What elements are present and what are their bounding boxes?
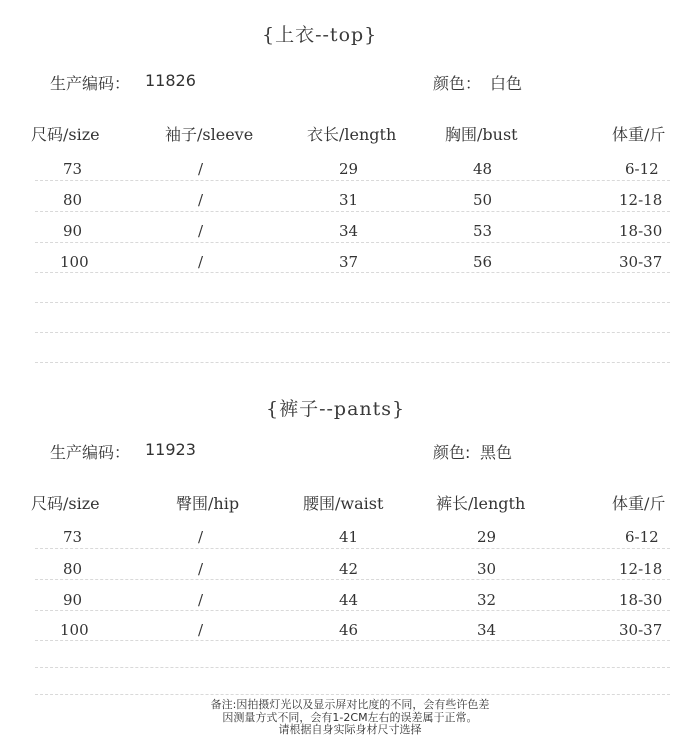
table-cell: 50 (473, 191, 493, 209)
top-header-size: 尺码/size (31, 125, 100, 144)
pants-color-value: 黑色 (480, 443, 513, 462)
pants-header-length: 裤长/length (436, 494, 526, 513)
row-divider (35, 640, 670, 641)
table-cell: 6-12 (625, 160, 659, 178)
table-cell: / (198, 560, 204, 578)
table-cell: 46 (339, 621, 359, 639)
table-cell: 30-37 (619, 621, 663, 639)
table-cell: 32 (477, 591, 497, 609)
pants-header-waist: 腰围/waist (303, 494, 384, 513)
table-cell: 90 (63, 591, 83, 609)
table-cell: / (198, 528, 204, 546)
table-cell: 48 (473, 160, 493, 178)
table-cell: 56 (473, 253, 493, 271)
pants-section-title: {裤子--pants} (266, 398, 406, 420)
top-section-title: {上衣--top} (262, 24, 378, 46)
table-cell: 29 (339, 160, 359, 178)
table-cell: 44 (339, 591, 359, 609)
top-header-bust: 胸围/bust (445, 125, 518, 144)
pants-header-size: 尺码/size (31, 494, 100, 513)
top-color-value: 白色 (490, 74, 523, 93)
table-cell: 12-18 (619, 191, 663, 209)
top-color-label: 颜色： (433, 74, 482, 93)
table-cell: 100 (60, 253, 89, 271)
table-cell: 6-12 (625, 528, 659, 546)
top-header-sleeve: 袖子/sleeve (165, 125, 254, 144)
table-cell: / (198, 191, 204, 209)
row-divider (35, 694, 670, 695)
table-cell: 41 (339, 528, 359, 546)
table-cell: 100 (60, 621, 89, 639)
table-cell: / (198, 621, 204, 639)
row-divider (35, 302, 670, 303)
table-cell: 30-37 (619, 253, 663, 271)
footnote-line-3: 请根据自身实际身材尺寸选择 (278, 723, 422, 736)
row-divider (35, 180, 670, 181)
table-cell: 29 (477, 528, 497, 546)
table-cell: 34 (477, 621, 497, 639)
table-cell: / (198, 222, 204, 240)
table-cell: / (198, 160, 204, 178)
table-cell: 73 (63, 528, 83, 546)
pants-code-value: 11923 (145, 440, 196, 459)
top-header-weight: 体重/斤 (612, 125, 666, 144)
row-divider (35, 332, 670, 333)
table-cell: 80 (63, 191, 83, 209)
pants-code-label: 生产编码： (50, 443, 131, 462)
row-divider (35, 667, 670, 668)
row-divider (35, 272, 670, 273)
top-code-label: 生产编码： (50, 74, 131, 93)
footnote-line-1: 备注:因拍摄灯光以及显示屏对比度的不同，会有些许色差 (210, 698, 490, 711)
row-divider (35, 610, 670, 611)
row-divider (35, 242, 670, 243)
table-cell: 18-30 (619, 222, 663, 240)
table-cell: / (198, 253, 204, 271)
table-cell: 42 (339, 560, 359, 578)
table-cell: 34 (339, 222, 359, 240)
table-cell: 73 (63, 160, 83, 178)
row-divider (35, 579, 670, 580)
table-cell: 53 (473, 222, 493, 240)
table-cell: 90 (63, 222, 83, 240)
pants-header-weight: 体重/斤 (612, 494, 666, 513)
table-cell: 12-18 (619, 560, 663, 578)
pants-color-label: 颜色: (433, 443, 471, 462)
table-cell: 37 (339, 253, 359, 271)
row-divider (35, 211, 670, 212)
table-cell: 30 (477, 560, 497, 578)
row-divider (35, 548, 670, 549)
row-divider (35, 362, 670, 363)
table-cell: / (198, 591, 204, 609)
footnote-line-2: 因测量方式不同，会有1-2CM左右的误差属于正常。 (222, 711, 478, 724)
table-cell: 31 (339, 191, 359, 209)
table-cell: 18-30 (619, 591, 663, 609)
table-cell: 80 (63, 560, 83, 578)
top-code-value: 11826 (145, 71, 196, 90)
pants-header-hip: 臀围/hip (176, 494, 240, 513)
top-header-length: 衣长/length (307, 125, 397, 144)
